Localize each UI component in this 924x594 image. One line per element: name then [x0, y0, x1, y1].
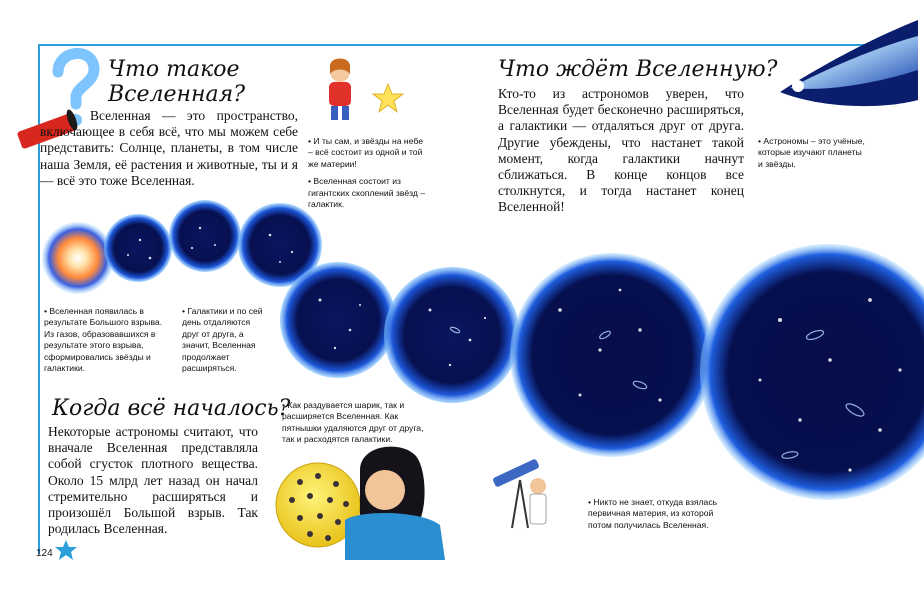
- what-is-body: Вселенная — это пространство, включающее в себя всё, что мы можем себе представить: Солнце, планеты, в том числе наша Земля, её растения и животные, ты и я — всё это тоже Вселенная.: [40, 108, 298, 188]
- bubble-2: [169, 200, 241, 272]
- caption-balloon: • Как раздувается шарик, так и расширяется Вселенная. Как пятнышки удаляются друг от друга, так и расходятся галактики.: [282, 400, 424, 445]
- caption-galaxies-moving: • Галактики и по сей день отдаляются друг от друга, а значит, Вселенная продолжает расширяться.: [182, 306, 263, 374]
- caption-big-bang: • Вселенная появилась в результате Большого взрыва. Из газов, образовавшихся в результате этого взрыва, сформировались звёзды и галактики.: [44, 306, 163, 374]
- bubble-6: [510, 253, 714, 457]
- caption-group-top: [308, 136, 428, 216]
- bubble-7: [700, 244, 924, 500]
- page-number: 124: [36, 548, 53, 559]
- star-icon: [373, 84, 403, 112]
- caption-clusters: • Вселенная состоит из гигантских скоплений звёзд – галактик.: [308, 176, 426, 210]
- bubble-1: [104, 214, 172, 282]
- girl-illustration: [329, 59, 351, 121]
- bubble-5: [384, 267, 520, 403]
- when-began-heading: Когда всё началось?: [52, 396, 291, 421]
- what-is-heading: Что такое Вселенная?: [108, 57, 245, 107]
- bubble-4: [280, 262, 396, 378]
- child-illustration: [345, 447, 445, 560]
- comet-illustration: [780, 20, 918, 106]
- caption-you-and-stars: • И ты сам, и звёзды на небе – всё состоит из одной и той же материи!: [308, 136, 423, 169]
- what-awaits-body: Кто-то из астрономов уверен, что Вселенная будет бесконечно расширяться, а галактики — отдаляться друг от друга. Другие убеждены, что настанет такой момент, когда галактики начнут сближаться. В конце концов все столкнутся, и тогда настанет конец Вселенной!: [498, 86, 744, 215]
- when-began-body: Некоторые астрономы считают, что вначале Вселенная представляла собой сгусток плотного вещества. Около 15 млрд лет назад он начал стремительно расширяться и произошёл Большой взрыв. Так родилась Вселенная.: [48, 424, 258, 537]
- caption-astronomers: • Астрономы – это учёные, которые изучают планеты и звёзды.: [758, 136, 865, 169]
- astronomer-illustration: [492, 458, 546, 528]
- big-bang-bubble: [42, 222, 114, 294]
- page-star-icon: [55, 540, 77, 560]
- caption-nobody-knows: • Никто не знает, откуда взялась первичная материя, из которой потом получилась Вселенная.: [588, 497, 718, 530]
- what-awaits-heading: Что ждёт Вселенную?: [498, 57, 778, 82]
